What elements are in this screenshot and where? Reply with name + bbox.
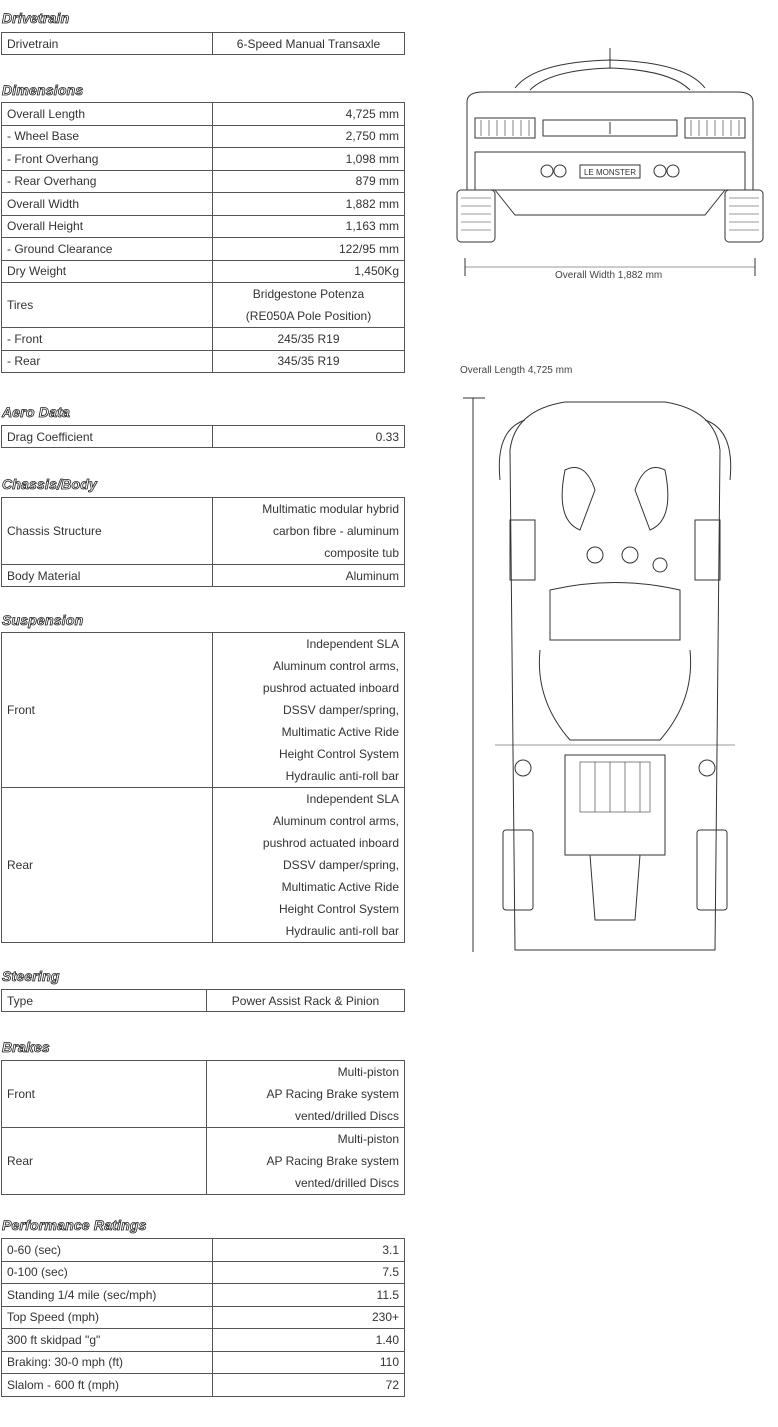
row-value: 110 [213,1351,405,1374]
table-row [2,1374,405,1397]
table-row [2,33,405,55]
suspension-line: pushrod actuated inboard [262,681,399,695]
chassis-line: composite tub [324,546,399,560]
suspension-line: Multimatic Active Ride [281,880,399,894]
section-title-steering: Steering [2,968,60,984]
table-row [2,565,405,587]
table-row [2,260,405,283]
table-row [2,148,405,171]
table-row [2,1351,405,1374]
table-row [2,170,405,193]
row-value: 11.5 [213,1284,405,1307]
row-label: Braking: 30-0 mph (ft) [2,1351,213,1374]
row-label: Overall Length [2,103,213,126]
row-label: Drag Coefficient [2,426,213,448]
row-value: 7.5 [213,1261,405,1284]
row-value: 230+ [213,1306,405,1329]
section-title-aero: Aero Data [2,404,70,420]
table-row [2,1261,405,1284]
table-row [2,350,405,373]
brakes-table [1,1060,405,1195]
aero-table [1,425,405,448]
table-row [2,1329,405,1352]
brakes-line: Multi-piston [337,1132,399,1146]
row-label: - Front [2,328,213,351]
car-top-view-drawing [455,390,775,960]
row-value [213,283,405,328]
chassis-table [1,497,405,587]
row-value: Power Assist Rack & Pinion [207,990,405,1012]
table-row [2,193,405,216]
section-title-drivetrain: Drivetrain [2,10,70,26]
row-label: - Ground Clearance [2,238,213,261]
brakes-line: AP Racing Brake system [266,1154,399,1168]
chassis-line: Multimatic modular hybrid [262,502,399,516]
row-value: 6-Speed Manual Transaxle [213,33,405,55]
table-row [2,426,405,448]
row-label: 0-100 (sec) [2,1261,213,1284]
table-row [2,125,405,148]
section-title-chassis: Chassis/Body [2,476,97,492]
row-value: 1.40 [213,1329,405,1352]
tires-line: Bridgestone Potenza [252,287,365,301]
row-value: 1,098 mm [213,148,405,171]
suspension-line: Independent SLA [306,792,399,806]
section-title-dimensions: Dimensions [2,82,84,98]
row-label: Front [2,1061,207,1128]
row-label: Overall Width [2,193,213,216]
row-label: 300 ft skidpad "g" [2,1329,213,1352]
row-value: Aluminum [213,565,405,587]
table-row [2,1284,405,1307]
table-row [2,633,405,788]
table-row [2,328,405,351]
plate-text: LE MONSTER [583,168,637,177]
table-row [2,1239,405,1262]
row-value: 72 [213,1374,405,1397]
row-value: 4,725 mm [213,103,405,126]
table-row [2,215,405,238]
table-row [2,1128,405,1195]
row-label: - Wheel Base [2,125,213,148]
suspension-line: Hydraulic anti-roll bar [285,769,399,783]
suspension-line: DSSV damper/spring, [282,703,399,717]
row-label: Drivetrain [2,33,213,55]
row-label: - Rear Overhang [2,170,213,193]
suspension-line: Aluminum control arms, [272,814,399,828]
row-label: Dry Weight [2,260,213,283]
section-title-brakes: Brakes [2,1039,50,1055]
row-value [207,1061,405,1128]
row-label: Body Material [2,565,213,587]
row-value: 879 mm [213,170,405,193]
steering-table [1,989,405,1012]
chassis-line: carbon fibre - aluminum [272,524,399,538]
row-value: 122/95 mm [213,238,405,261]
car-front-view-drawing [455,40,775,290]
dimensions-table [1,102,405,373]
suspension-table [1,632,405,943]
brakes-line: vented/drilled Discs [294,1176,399,1190]
table-row [2,283,405,328]
top-view-caption: Overall Length 4,725 mm [460,365,573,376]
row-value [213,633,405,788]
row-value [213,788,405,943]
brakes-line: vented/drilled Discs [294,1109,399,1123]
suspension-line: Multimatic Active Ride [281,725,399,739]
table-row [2,498,405,565]
suspension-line: Height Control System [278,902,399,916]
suspension-line: pushrod actuated inboard [262,836,399,850]
row-label: Rear [2,1128,207,1195]
row-label: 0-60 (sec) [2,1239,213,1262]
table-row [2,1061,405,1128]
section-title-performance: Performance Ratings [2,1217,147,1233]
row-label: Top Speed (mph) [2,1306,213,1329]
suspension-line: DSSV damper/spring, [282,858,399,872]
row-label: Rear [2,788,213,943]
section-title-suspension: Suspension [2,612,84,628]
row-value: 2,750 mm [213,125,405,148]
brakes-line: AP Racing Brake system [266,1087,399,1101]
row-label: Overall Height [2,215,213,238]
row-label: Tires [2,283,213,328]
row-value: 1,450Kg [213,260,405,283]
table-row [2,788,405,943]
brakes-line: Multi-piston [337,1065,399,1079]
row-label: - Rear [2,350,213,373]
row-value: 1,882 mm [213,193,405,216]
front-view-caption: Overall Width 1,882 mm [555,270,663,281]
row-value [213,498,405,565]
row-value: 3.1 [213,1239,405,1262]
row-value: 1,163 mm [213,215,405,238]
tires-line: (RE050A Pole Position) [245,309,372,323]
row-label: Standing 1/4 mile (sec/mph) [2,1284,213,1307]
table-row [2,990,405,1012]
row-label: Type [2,990,207,1012]
table-row [2,103,405,126]
row-value: 245/35 R19 [213,328,405,351]
suspension-line: Height Control System [278,747,399,761]
row-value: 0.33 [213,426,405,448]
table-row [2,1306,405,1329]
row-value: 345/35 R19 [213,350,405,373]
row-label: Chassis Structure [2,498,213,565]
row-label: - Front Overhang [2,148,213,171]
suspension-line: Independent SLA [306,637,399,651]
performance-table [1,1238,405,1397]
row-label: Front [2,633,213,788]
suspension-line: Aluminum control arms, [272,659,399,673]
drivetrain-table [1,32,405,55]
row-label: Slalom - 600 ft (mph) [2,1374,213,1397]
table-row [2,238,405,261]
suspension-line: Hydraulic anti-roll bar [285,924,399,938]
row-value [207,1128,405,1195]
